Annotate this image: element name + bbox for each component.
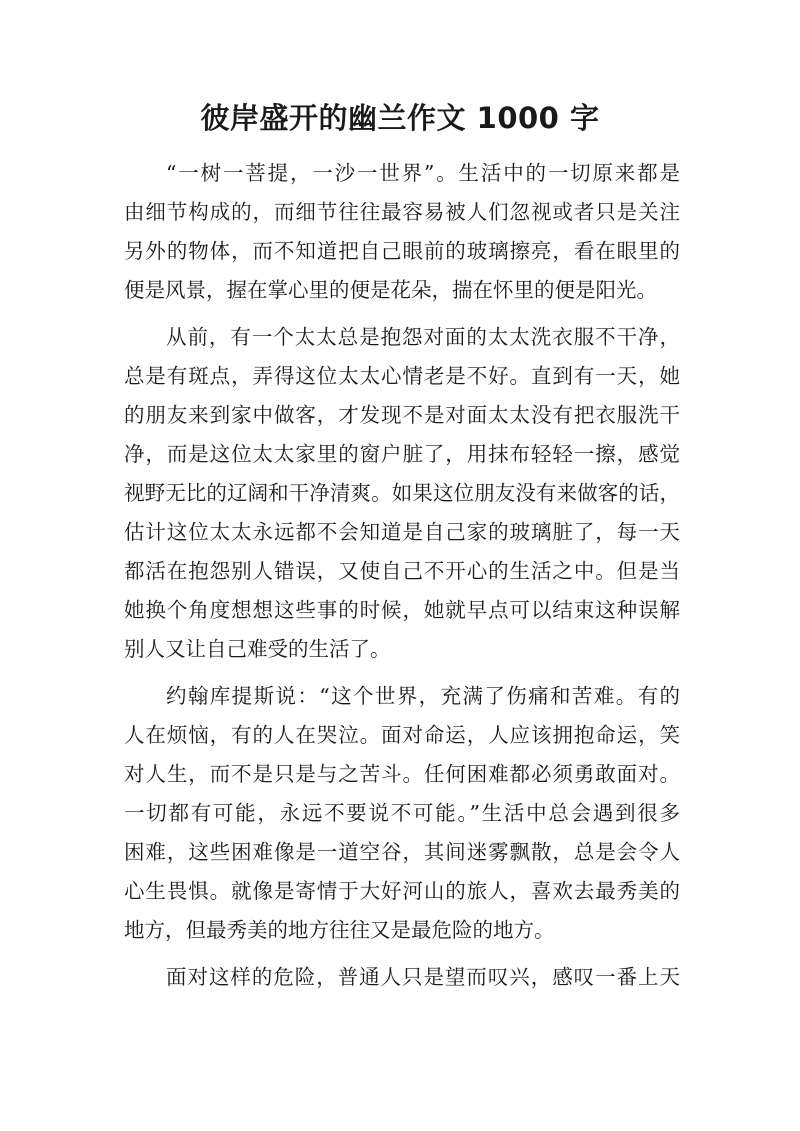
text-line: 另外的物体，而不知道把自己眼前的玻璃擦亮，看在眼里的	[124, 239, 680, 263]
paragraph-3	[124, 677, 680, 950]
text-line: 由细节构成的，而细节往往最容易被人们忽视或者只是关注	[124, 200, 680, 224]
text-line: 便是风景，握在掌心里的便是花朵，揣在怀里的便是阳光。	[124, 278, 657, 302]
text-line: 面对这样的危险，普通人只是望而叹兴，感叹一番上天	[166, 965, 680, 989]
text-line: 地方，但最秀美的地方往往又是最危险的地方。	[124, 918, 555, 942]
document-title: 彼岸盛开的幽兰作文 1000 字	[200, 101, 600, 135]
text-line: 估计这位太太永远都不会知道是自己家的玻璃脏了，每一天	[124, 520, 680, 544]
text-line: 心生畏惧。就像是寄情于大好河山的旅人，喜欢去最秀美的	[124, 879, 680, 903]
text-line: 总是有斑点，弄得这位太太心情老是不好。直到有一天，她	[124, 364, 680, 388]
text-line: 的朋友来到家中做客，才发现不是对面太太没有把衣服洗干	[124, 403, 680, 427]
paragraph-2	[124, 318, 680, 669]
text-line: 别人又让自己难受的生活了。	[124, 637, 391, 661]
text-line: 净，而是这位太太家里的窗户脏了，用抹布轻轻一擦，感觉	[124, 442, 680, 466]
text-line: 她换个角度想想这些事的时候，她就早点可以结束这种误解	[124, 598, 680, 622]
text-line: “一树一菩提，一沙一世界”。生活中的一切原来都是	[166, 161, 680, 185]
text-line: 人在烦恼，有的人在哭泣。面对命运，人应该拥抱命运，笑	[124, 723, 680, 747]
text-line: 对人生，而不是只是与之苦斗。任何困难都必须勇敢面对。	[124, 762, 680, 786]
paragraph-4	[124, 958, 680, 997]
text-line: 视野无比的辽阔和干净清爽。如果这位朋友没有来做客的话，	[124, 481, 680, 505]
text-line: 困难，这些困难像是一道空谷，其间迷雾飘散，总是会令人	[124, 840, 680, 864]
document-body	[124, 154, 680, 1005]
paragraph-1	[124, 154, 680, 310]
text-line: 都活在抱怨别人错误，又使自己不开心的生活之中。但是当	[124, 559, 680, 583]
text-line: 一切都有可能，永远不要说不可能。”生活中总会遇到很多	[124, 801, 680, 825]
text-line: 从前，有一个太太总是抱怨对面的太太洗衣服不干净，	[166, 325, 680, 349]
text-line: 约翰库提斯说：“这个世界，充满了伤痛和苦难。有的	[166, 684, 680, 708]
